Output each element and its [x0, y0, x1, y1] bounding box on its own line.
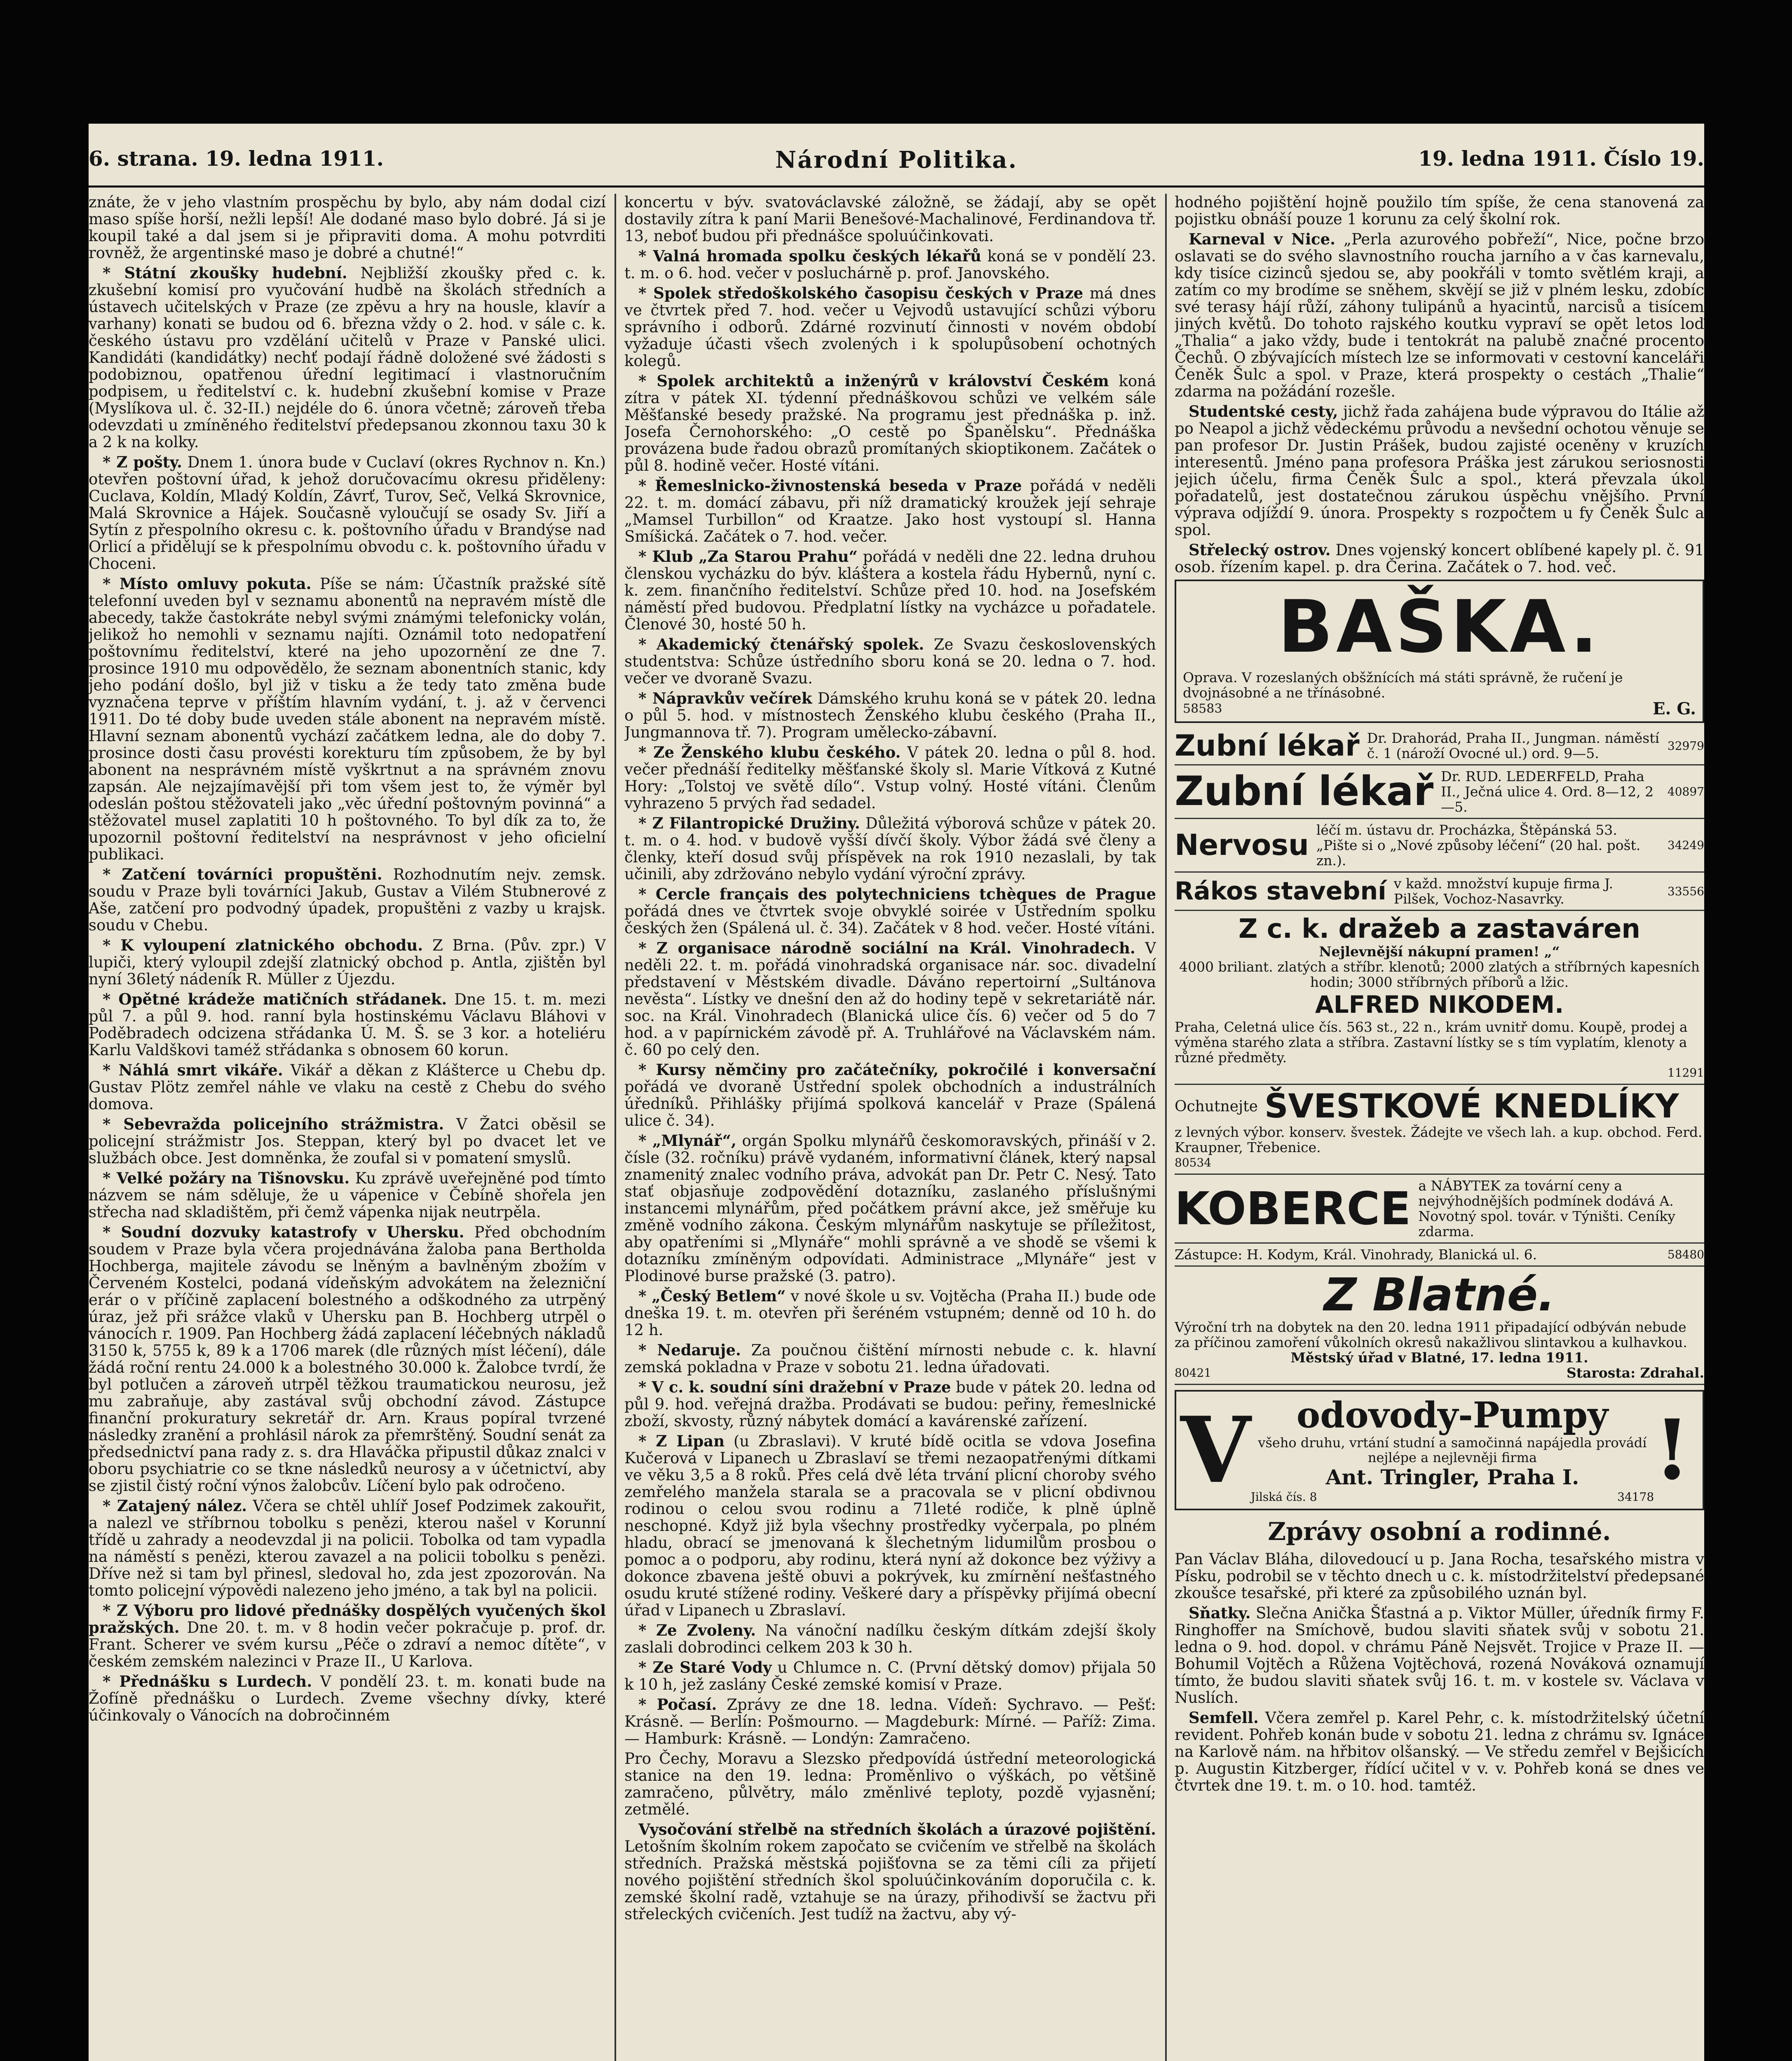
article-text: Dne 20. t. m. v 8 hodin večer pokračuje p. prof. dr. Frant. Scherer ve svém kursu „Péče o zdraví a nemoc dítěte“, v českém zemském nalezinci v Praze II., U Karlova. — [89, 1619, 606, 1670]
ad-vodovody-addr: Jilská čís. 8 — [1250, 1490, 1317, 1504]
article — [624, 194, 1156, 244]
article — [89, 1170, 606, 1221]
ad-zastavarna-name: ALFRED NIKODEM. — [1315, 991, 1564, 1019]
article — [624, 940, 1156, 1058]
article — [624, 886, 1156, 937]
article-text: Z Brna. (Pův. zpr.) V lupiči, který vyloupil zdejší zlatnický obchod p. Antla, zjištěn byl nyní 36letý nádeník R. Müller z Újezdu. — [89, 937, 606, 988]
ad-zubni-2-label: Zubní lékař — [1175, 768, 1434, 815]
article-text: Na vánoční nadílku českým dítkám zdejší školy zaslali dobrodinci celkem 203 k 30 h. — [624, 1622, 1156, 1656]
article — [624, 477, 1156, 545]
ad-vodovody-text: všeho druhu, vrtání studní a samočinná napájedla provádí nejlépe a nejlevněji firma — [1258, 1435, 1647, 1465]
ad-nervosu-num: 34249 — [1667, 838, 1704, 852]
ad-nervosu-label: Nervosu — [1175, 828, 1309, 862]
ad-baska-text: Oprava. V rozeslaných obšžnících má státi správně, že ručení je dvojnásobné a ne třínásobné. — [1183, 669, 1623, 701]
article-heading: * Náhlá smrt vikáře. — [103, 1061, 283, 1079]
article-heading: * Sebevražda policejního strážmistra. — [103, 1115, 444, 1133]
article-text: Ku zprávě uveřejněné pod tímto názvem se nám sděluje, že u vápenice v Čebíně shořela jen střecha nad skladištěm, při čemž vápenka nijak neutrpěla. — [89, 1169, 606, 1221]
ad-baska — [1175, 580, 1704, 723]
column-2-articles — [624, 194, 1156, 1923]
article — [89, 937, 606, 988]
article-heading: * Valná hromada spolku českých lékařů — [638, 247, 981, 265]
article — [1175, 194, 1704, 228]
column-1-articles — [89, 265, 606, 1724]
ad-vodovody-pumpy — [1175, 1390, 1704, 1510]
ad-vodovody-num: 34178 — [1617, 1490, 1654, 1504]
article-text: orgán Spolku mlynářů českomoravských, přináší v 2. čísle (32. ročníku) právě vydaném, informativní článek, který napsal znamenitý znalec vodního práva, advokát pan Dr. Petr C. Nesý. Tato stať objasňuje zodpovědění dotazníku, zaslaného příslušnými instancemi mlynářům, před počátkem právní akce, jež směřuje ku změně vodního zákona. Českým mlynářům naskytuje se příležitost, aby opatřeními si „Mlynáře“ mohli správně a ve shodě se všemi k dotazníku zmíněným odpovídati. Administrace „Mlynáře“ jest v Plodinové burse pražské (3. patro). — [624, 1132, 1156, 1285]
header-rule — [89, 185, 1704, 188]
article — [624, 1132, 1156, 1284]
ad-rakos-label: Rákos stavební — [1175, 876, 1386, 906]
ad-koberce-text: a NÁBYTEK za tovární ceny a nejvýhodnějších podmínek dodává A. Novotný spol. továr. v Týništi. Ceníky zdarma. — [1418, 1178, 1675, 1239]
article-text: jichž řada zahájena bude výpravou do Itálie až po Neapol a jichž vědeckému průvodu a nevšední ochotou věnuje se pan profesor Dr. Justin Prášek, budou zajisté oceněny v kruzích interesentů. Jméno pana profesora Práška jest zárukou seriosnosti jejich účelu, firma Čeněk Šulc a spol., která převzala úkol pořadatelů, jest dostatečnou zárukou úspěchu vnějšího. První výprava odjíždí 9. února. Prospekty s rozpočtem u fy Čeněk Šulc a spol. — [1175, 403, 1704, 539]
ad-rakos-text: v každ. množství kupuje firma J. Pilšek, Vochoz-Nasavrky. — [1393, 876, 1613, 907]
article-text: koná zítra v pátek XI. týdenní přednáškovou schůzi ve velkém sále Měšťanské besedy pražské. Na programu jest přednáška p. inž. Josefa Černohorského: „O cestě po Španělsku“. Přednáška provázena bude řadou obrazů promítaných skioptikonem. Začátek o půl 8. hodině večer. Hosté vítáni. — [624, 372, 1156, 474]
article-text: V pondělí 23. t. m. konati bude na Žofíně přednášku o Lurdech. Zveme všechny dívky, které účinkovaly o Vánocích na dobročinném — [89, 1673, 606, 1724]
article-text: Pro Čechy, Moravu a Slezsko předpovídá ústřední meteorologická stanice na den 19. ledna: Proměnlivo o výškách, po většině zamračeno, půlvětry, málo změnlivé teploty, pozdě vyjasnění; zetmělé. — [624, 1750, 1156, 1818]
article-heading: * Kursy němčiny pro začátečníky, pokročilé i konversační — [638, 1061, 1156, 1079]
page-header — [89, 146, 1704, 181]
article — [624, 1379, 1156, 1430]
article-heading: * „Český Betlem“ — [638, 1287, 786, 1305]
article — [624, 1061, 1156, 1129]
article — [89, 1062, 606, 1113]
article-heading: * Z Lipan — [638, 1432, 725, 1450]
column-divider — [1165, 194, 1167, 2061]
newspaper-page — [89, 124, 1704, 2061]
article-text: Dne 15. t. m. mezi půl 7. a půl 9. hod. ranní byla hostinskému Václavu Bláhovi v Poděbradech odcizena střádanka Ú. M. Š. se 3 kor. a hoteliéru Karlu Valdškovi taméž střádanka s obnosem 60 korun. — [89, 991, 606, 1059]
article-heading: Vysočování střelbě na středních školách a úrazové pojištění. — [638, 1820, 1156, 1838]
article-text: Ze Svazu československých studentstva: Schůze ústředního sboru koná se 20. ledna o 7. hod. večer ve dvoraně Svazu. — [624, 636, 1156, 687]
article-text: Slečna Anička Šťastná a p. Viktor Müller, úředník firmy F. Ringhoffer na Smíchově, budou slaviti sňatek svůj v sobotu 21. ledna o 9. hod. dopol. v chrámu Páně Nejsvět. Trojice v Praze II. — Bohumil Vojtěch a Růžena Vojtěchová, rozená Nováková oznamují tímto, že budou slaviti sňatek svůj 16. t. m. v kostele sv. Václava v Nuslích. — [1175, 1604, 1704, 1707]
article-text: pořádá v neděli 22. t. m. domácí zábavu, při níž dramatický kroužek její sehraje „Mamsel Turbillon“ od Kraatze. Jako host vystoupí sl. Hanna Smíšická. Začátek o 7. hod. večer. — [624, 477, 1156, 545]
article-heading: * Státní zkoušky hudební. — [103, 264, 347, 282]
article-heading: * Řemeslnicko-živnostenská beseda v Praze — [638, 477, 1022, 495]
article — [624, 1622, 1156, 1656]
article-heading: * Opětné krádeže matičních střádanek. — [103, 990, 447, 1008]
article-text: má dnes ve čtvrtek před 7. hod. večer u Vejvodů ustavující schůzi výboru správního i odborů. Zdárné rozvinutí činnosti v novém období vyžaduje účasti všech zvolených i k spolupůsobení ochotných kolegů. — [624, 284, 1156, 370]
article-text: V pátek 20. ledna o půl 8. hod. večer přednáší ředitelky měšťanské školy sl. Marie Vítková z Kutné Hory: „Tolstoj ve světě dílo“. Vstup volný. Hosté vítáni. Členům vyhrazeno 5 prvých řad sedadel. — [624, 744, 1156, 812]
ad-zastavarna — [1175, 911, 1704, 1085]
article-text: Letošním školním rokem započato se cvičením ve střelbě na školách středních. Pražská městská pojišťovna se za těmi cíli za přijetí nového pojištění středních škol spoluúčinkováním doporučila c. k. zemské školní radě, vztahuje se na úrazy, přihodivší se žactvu při střeleckých cvičeních. Jest tudíž na žactvu, aby vý- — [624, 1838, 1156, 1923]
column-3-articles — [1175, 194, 1704, 575]
ad-vodovody-head: odovody-Pumpy — [1296, 1394, 1609, 1436]
ad-zastavarna-line3: Praha, Celetná ulice čís. 563 st., 22 n., krám uvnitř domu. Koupě, prodej a výměna starého zlata a stříbra. Zastavní lístky se s tím vyplatím, klenoty a různé předměty. — [1175, 1019, 1688, 1066]
article — [624, 636, 1156, 687]
header-issue: 19. ledna 1911. Číslo 19. — [1418, 146, 1704, 171]
ad-koberce-num: 58480 — [1667, 1248, 1704, 1261]
article — [89, 1116, 606, 1167]
article-text: koncertu v býv. svatováclavské záložně, se žádají, aby se opět dostavily zítra k paní Marii Benešové-Machalinové, Ferdinandova tř. 13, neboť budou při přednášce spoluúčinkovati. — [624, 194, 1156, 245]
article-text: u Chlumce n. C. (První dětský domov) přijala 50 k 10 h, jež zaslány České zemské komisí v Praze. — [624, 1659, 1156, 1693]
ad-nervosu — [1175, 819, 1704, 873]
ad-zastavarna-line1: Nejlevnější nákupní pramen! „“ — [1319, 944, 1560, 960]
article-text: Zprávy ze dne 18. ledna. Vídeň: Sychravo. — Pešť: Krásně. — Berlín: Pošmourno. — Magdeburk: Mírné. — Paříž: Zima. — Hamburk: Krásně. — Londýn: Zamračeno. — [624, 1696, 1156, 1747]
article-heading: * Ze Ženského klubu českého. — [638, 743, 901, 761]
ad-zubni-2-num: 40897 — [1667, 785, 1704, 798]
article-heading: Střelecký ostrov. — [1189, 541, 1331, 559]
article-text: Nejbližší zkoušky před c. k. zkušební komisí pro vyučování hudbě na školách středních a ústavech učitelských v Praze (ze zpěvu a hry na housle, klavír a varhany) konati se budou od 6. března vždy o 2. hod. v sále c. k. českého ústavu pro vzdělání učitelů v Praze v Panské ulici. Kandidáti (kandidátky) nechť podají řádně doložené své žádosti s podobiznou, opatřenou úřední legitimací i vlastnoručním podpisem, u ředitelství c. k. hudební zkušební komise v Praze (Myslíkova ul. č. 32-II.) nejdéle do 6. února včetně; zároveň třeba odevzdati u zmíněného ředitelství předepsanou zkonnou taxu 30 k a 2 k na kolky. — [89, 264, 606, 451]
article — [624, 1288, 1156, 1338]
ad-zubni-1-label: Zubní lékař — [1175, 728, 1360, 763]
ad-vodovody-exclaim: ! — [1654, 1401, 1690, 1498]
continuation-text: znáte, že v jeho vlastním prospěchu by bylo, aby nám dodal cizí maso spíše horší, nežli lepší! Ale dodané maso bylo dobré. Já si je koupil také a dal jsem si je připraviti doma. A mohu potvrditi rovněž, že argentinské maso je dobré a chutné!“ — [89, 194, 606, 262]
article-heading: * Ze Zvoleny. — [638, 1621, 756, 1639]
article-text: Vikář a děkan z Klášterce u Chebu dp. Gustav Plötz zemřel náhle ve vlaku na cestě z Chebu do svého domova. — [89, 1061, 606, 1113]
ad-koberce-zastupce: Zástupce: H. Kodym, Král. Vinohrady, Blanická ul. 6. — [1175, 1246, 1537, 1263]
article — [624, 1696, 1156, 1747]
article-heading: Semfell. — [1189, 1709, 1259, 1727]
article-text: hodného pojištění hojně použilo tím spíše, že cena stanovená za pojistku obnáší pouze 1 korunu za celý školní rok. — [1175, 194, 1704, 228]
article — [89, 1673, 606, 1724]
column-3 — [1175, 194, 1704, 2061]
article-text: v nové škole u sv. Vojtěcha (Praha II.) bude ode dneška 19. t. m. otevřen při šeréném vstupném; denně od 10 h. do 12 h. — [624, 1287, 1156, 1339]
article-heading: * Zatajený nález. — [103, 1497, 247, 1515]
article — [624, 548, 1156, 633]
article — [1175, 1551, 1704, 1601]
article — [1175, 1709, 1704, 1794]
ad-zubni-lekar-2 — [1175, 765, 1704, 819]
article — [624, 1821, 1156, 1923]
article-heading: * Soudní dozvuky katastrofy v Uhersku. — [103, 1223, 464, 1241]
column-divider — [615, 194, 616, 2061]
ad-blatne-office: Městský úřad v Blatné, 17. ledna 1911. — [1290, 1350, 1588, 1366]
column-1 — [89, 194, 606, 2061]
ad-baska-sign: E. G. — [1653, 699, 1696, 718]
article-heading: * Zatčení továrníci propuštěni. — [103, 865, 382, 883]
article-heading: * Z Výboru pro lidové přednášky dospělých vyučených škol pražských. — [89, 1601, 606, 1636]
article — [89, 991, 606, 1059]
article — [624, 815, 1156, 883]
article-text: V neděli 22. t. m. pořádá vinohradská organisace nár. soc. divadelní představení v Městském divadle. Dáváno repertoirní „Sultánova nevěsta“. Lístky ve dnešní den až do hodiny tepě v sekretariátě nár. soc. na Král. Vinohradech (Blanická ulice čís. 6) večer od 5 do 7 hod. a v papírnickém závodě př. A. Truhlářové na Václavském nám. č. 60 po celý den. — [624, 939, 1156, 1059]
article — [89, 454, 606, 572]
ad-knedliky-label: ŠVESTKOVÉ KNEDLÍKY — [1264, 1087, 1679, 1125]
article-heading: * Ze Staré Vody — [638, 1658, 772, 1676]
ad-zubni-2-text: Dr. RUD. LEDERFELD, Praha II., Ječná ulice 4. Ord. 8—12, 2—5. — [1441, 768, 1654, 815]
ad-blatne-head: Z Blatné. — [1323, 1268, 1555, 1321]
ad-zubni-1-num: 32979 — [1667, 739, 1704, 753]
article — [89, 1498, 606, 1599]
article — [1175, 542, 1704, 575]
personal-news — [1175, 1551, 1704, 1794]
article — [624, 1433, 1156, 1619]
section-title-personal: Zprávy osobní a rodinné. — [1268, 1517, 1611, 1546]
ad-koberce — [1175, 1175, 1704, 1244]
article-heading: * Z organisace národně sociální na Král. Vinohradech. — [638, 939, 1135, 957]
article-text: pořádá ve dvoraně Ústřední spolek obchodních a industrálních úředníků. Přihlášky přijímá spolková kancelář v Praze (Spálená ulice č. 34). — [624, 1078, 1156, 1129]
article-text: Dámského kruhu koná se v pátek 20. ledna o půl 5. hod. v místnostech Ženského klubu českého (Praha II., Jungmannova tř. 7). Program umělecko-zábavní. — [624, 690, 1156, 741]
ad-rakos — [1175, 873, 1704, 911]
article-text: Dnem 1. února bude v Cuclaví (okres Rychnov n. Kn.) otevřen poštovní úřad, k jehož doručovacímu okresu přiděleny: Cuclava, Koldín, Mladý Koldín, Závrť, Turov, Seč, Velká Skrovnice, Malá Skrovnice a Hájek. Současně vyloučují se osady Sv. Jiří a Sytín z přespolního okresu c. k. poštovního úřadu v Brandýse nad Orlicí a přidělují se k přespolnímu obvodu c. k. poštovního úřadu v Choceni. — [89, 453, 606, 573]
column-2 — [624, 194, 1156, 2061]
ad-koberce-label: KOBERCE — [1175, 1182, 1411, 1235]
header-page-date: 6. strana. 19. ledna 1911. — [89, 146, 384, 171]
article — [624, 285, 1156, 369]
article — [1175, 231, 1704, 400]
article — [624, 1750, 1156, 1818]
article-heading: Karneval v Nice. — [1189, 230, 1335, 248]
article-text: Dnes vojenský koncert oblíbené kapely pl. č. 91 osob. řízením kapel. p. dra Čerina. Začátek o 7. hod. več. — [1175, 541, 1704, 576]
article-heading: * Velké požáry na Tišnovsku. — [103, 1169, 350, 1187]
ad-zastavarna-num: 11291 — [1667, 1066, 1704, 1080]
masthead-title: Národní Politika. — [775, 146, 1018, 174]
article — [1175, 403, 1704, 538]
article-heading: * Cercle français des polytechniciens tchèques de Prague — [638, 885, 1156, 903]
article-text: Rozhodnutím nejv. zemsk. soudu v Praze byli továrníci Jakub, Gustav a Vilém Stubnerové z Aše, zatčení pro podvodný úpadek, propuštěni z vazby u krajsk. soudu v Chebu. — [89, 866, 606, 934]
article — [1175, 1605, 1704, 1706]
article-heading: * Místo omluvy pokuta. — [103, 575, 312, 593]
ad-z-blatne — [1175, 1267, 1704, 1385]
article-text: Před obchodním soudem v Praze byla včera projednávána žaloba pana Bertholda Hochberga, majitele závodu se lněným a bavlněným zbožím v Červeném Kostelci, podaná vídeňským advokátem na železniční erár o v příčině zaplacení bolestného a odškodného za utrpěný úraz, jež při srážce vlaků v Uhersku pan B. Hochberg utrpěl o vánocích r. 1909. Pan Hochberg žádá zaplacení léčebných nákladů 3150 k, 5755 k, 89 k a 1706 marek (dle různých míst léčení), dále žádá roční rentu 24.000 k a bolestného 30.000 k. Žalobce tvrdí, že byl potlučen a zároveň utrpěl těžkou traumatickou neurosu, jež mu zabraňuje, aby zastával svůj obchodní závod. Zástupce finanční prokuratury sekretář dr. Arn. Kraus popíral tvrzené následky zranění a prohlásil nárok za přemrštěný. Soudní senát za předsednictví pana rady z. s. dra Hlaváčka připustil důkaz znalci v oboru psychiatrie co se tkne následků neurosy a v účetnictví, aby se zjistil čistý roční výnos žalobcův. Líčení bylo pak odročeno. — [89, 1223, 606, 1495]
article-heading: Studentské cesty, — [1189, 402, 1338, 420]
ad-knedliky-text: z levných výbor. konserv. švestek. Žádejte ve všech lah. a kup. obchod. Ferd. Kraupner, Třebenice. — [1175, 1124, 1703, 1155]
article-heading: * Spolek architektů a inženýrů v království Českém — [638, 372, 1109, 390]
article-text: Včera se chtěl uhlíř Josef Podzimek zakouřit, a nalezl ve stříbrnou tobolku s penězi, kterou našel v Korunní třídě u zahrady a neodevzdal ji na policii. Tobolka od tam vypadla na náměstí s penězi, kterou zavazel a na policii tobolku s penězi. Dříve než si tam byl přinesl, sledoval ho, zda jest zpozorován. Na tomto policejní výpovědi nalezeno jeho jméno, a tak byl na policii. — [89, 1497, 606, 1599]
article — [624, 690, 1156, 741]
article — [89, 866, 606, 934]
ad-zastavarna-head: Z c. k. dražeb a zastaváren — [1238, 914, 1640, 944]
ad-baska-brand: BAŠKA. — [1278, 585, 1601, 669]
article-text: pořádá dnes ve čtvrtek svoje obvyklé soirée v Ústředním spolku českých žen (Spálená ul. č. 34). Začátek v 8 hod. večer. Hosté vítáni. — [624, 902, 1156, 937]
article — [624, 744, 1156, 812]
article — [89, 265, 606, 451]
article — [624, 248, 1156, 282]
article-heading: * Akademický čtenářský spolek. — [638, 635, 924, 653]
article-text: (u Zbraslavi). V kruté bídě ocitla se vdova Josefina Kučerová v Lipanech u Zbraslaví se třemi nezaopatřenými dítkami ve věku 3,5 a 8 roků. Přes celá dvě léta trvání plicní choroby svého zemřelého manžela starala se a pracovala se v plicní obdivnou rodinou o celou svou rodinu a 71leté rodiče, k plně úplně neschopné. Když již byla všechny prostředky vyčerpala, po plném hladu, obrací se jmenovaná k šlechetným lidumilům prosbou o pomoc a o podporu, aby rodinu, která nyní až dokonce bez výživy a dokonce zbavena ještě obuvi a pokrývek, ku zmírnění nešťastného osudu kruté stížené rodiny. Veškeré dary a příspěvky přijímá obecní úřad v Lipanech u Zbraslaví. — [624, 1432, 1156, 1619]
article-text: Pan Václav Bláha, dilovedoucí u p. Jana Rocha, tesařského mistra v Písku, podrobil se v těchto dnech u c. k. místodržitelství předepsané zkoušce tesařské, při které za způsobilého uznán byl. — [1175, 1550, 1704, 1602]
article-heading: * Z Filantropické Družiny. — [638, 814, 860, 832]
article-text: V Žatci oběsil se policejní strážmistr Jos. Steppan, který byl po dvacet let ve službách obce. Jest domněnka, že zoufal si v pomatení smyslů. — [89, 1115, 606, 1167]
article — [624, 1342, 1156, 1376]
article-heading: Sňatky. — [1189, 1604, 1251, 1622]
ad-knedliky-pre: Ochutnejte — [1175, 1098, 1258, 1115]
ad-blatne-starosta: Starosta: Zdrahal. — [1566, 1365, 1704, 1381]
ad-knedliky — [1175, 1085, 1704, 1175]
ad-nervosu-text: léčí m. ústavu dr. Procházka, Štěpánská 53. „Pište si o „Nové způsoby léčení“ (20 hal. pošt. zn.). — [1316, 822, 1641, 869]
article-text: Za poučnou čištění mírnosti nebude c. k. hlavní zemská pokladna v Praze v sobotu 21. ledna úřadovati. — [624, 1341, 1156, 1376]
article — [89, 1224, 606, 1494]
article-text: koná se v pondělí 23. t. m. o 6. hod. večer v posluchárně p. prof. Janovského. — [624, 247, 1156, 282]
ad-zubni-1-text: Dr. Drahorád, Praha II., Jungman. náměstí č. 1 (nároží Ovocné ul.) ord. 9—5. — [1367, 730, 1660, 761]
article-heading: * K vyloupení zlatnického obchodu. — [103, 936, 423, 954]
article — [624, 1659, 1156, 1693]
article-heading: * Přednášku s Lurdech. — [103, 1672, 312, 1690]
article-text: Včera zemřel p. Karel Pehr, c. k. místodržitelský účetní revident. Pohřeb konán bude v sobotu 21. ledna z chrámu sv. Ignáce na Karlově nám. na hřbitov olšanský. — Ve středu zemřel v Bejšicích p. Augustin Kitzberger, řídící učitel v v. v. Pohřeb koná se dnes ve čtvrtek dne 19. t. m. o 10. hod. tamtéž. — [1175, 1709, 1704, 1794]
article-heading: * Spolek středoškolského časopisu českých v Praze — [638, 284, 1084, 302]
ad-vodovody-firm: Ant. Tringler, Praha I. — [1325, 1465, 1579, 1489]
ad-blatne-text: Výroční trh na dobytek na den 20. ledna 1911 připadající odbýván nebude za příčinou zamoření vůkolních okresů nakažlivou slintavkou a kulhavkou. — [1175, 1319, 1687, 1350]
ad-rakos-num: 33556 — [1667, 884, 1704, 898]
article-heading: * Z pošty. — [103, 453, 182, 471]
article-text: bude v pátek 20. ledna od půl 9. hod. veřejná dražba. Prodávati se budou: peřiny, řemeslnické zboží, skvosty, různý nábytek domácí a kavárenské zařízení. — [624, 1378, 1156, 1430]
ad-zubni-lekar-1 — [1175, 727, 1704, 765]
article — [89, 575, 606, 863]
article-text: pořádá v neděli dne 22. ledna druhou členskou vycházku do býv. kláštera a kostela řádu Hybernů, nyní c. k. zem. finančního ředitelství. Schůze před 10. hod. na Josefském náměstí před budovou. Předplatní lístky na vycházce u pořadatele. Členové 30, hosté 50 h. — [624, 548, 1156, 633]
article-heading: * Nedaruje. — [638, 1341, 741, 1359]
ad-vodovody-initial: V — [1180, 1397, 1251, 1503]
ad-blatne-num: 80421 — [1175, 1366, 1212, 1380]
ad-knedliky-num: 80534 — [1175, 1156, 1212, 1169]
article — [89, 1602, 606, 1670]
article-heading: * Nápravkův večírek — [638, 689, 812, 707]
article-heading: * V c. k. soudní síni dražební v Praze — [638, 1378, 951, 1396]
ad-baska-num: 58583 — [1183, 702, 1222, 716]
article — [624, 373, 1156, 474]
ad-zastavarna-line2: 4000 briliant. zlatých a stříbr. klenotů; 2000 zlatých a stříbrných kapesních hodin; 3000 stříbrných příborů a lžic. — [1179, 959, 1700, 990]
article-heading: * Počasí. — [638, 1695, 717, 1714]
article-text: „Perla azurového pobřeží“, Nice, počne brzo oslavati se do svého slavnostního roucha jarního a v čas karnevalu, kdy tisíce cizinců sjedou se, aby pookřáli v tomto světlém kraji, a zatím co my brodíme se sněhem, skvějí se již v plném lesku, zdobíc své terasy hájí růží, záhony tulipánů a hyacintů, narcisů a tisícem jiných květů. Do tohoto rajského koutku vypraví se opět letos loď „Thalia“ a jako vždy, bude i tentokrát na palubě značné procento Čechů. O zbývajících místech lze se informovati v cestovní kanceláři Čeněk Šulc a spol. v Praze, která prospekty o cestách „Thalie“ zdarma na požádání rozešle. — [1175, 230, 1704, 400]
article-text: Píše se nám: Účastník pražské sítě telefonní uveden byl v seznamu abonentů na nepravém místě dle abecedy, takže častokráte nebyl svými známými telefonicky volán, jelikož ho nemohli v seznamu najíti. Oznámil toto nedopatření poštovnímu ředitelství, které na jeho upozornění ze dne 7. prosince 1910 mu odpovědělo, že seznam abonentních stanic, kdy jeho podání došlo, byl již v tisku a že tedy tato změna bude vyznačena teprve v příštím hlavním vydání, t. j. až v červenci 1911. Do té doby bude uveden stále abonent na nepravém místě. Hlavní seznam abonentů vychází začátkem ledna, ale do doby 7. prosince dosti času provésti korekturu tím způsobem, že by byl abonent na nesprávném místě vyškrtnut a na správném znovu zapsán. Ale nejzajímavější při tom všem jest to, že výměr byl odeslán poštou stěžovateli jako „věc úřední poštovným povinná“ a stěžovatel musel zaplatiti 10 h poštovného. To byl dík za to, že upozornil poštovní ředitelství na nesprávnost v jeho oficielní publikaci. — [89, 575, 606, 863]
article-text: Důležitá výborová schůze v pátek 20. t. m. o 4. hod. v budově vyšší dívčí školy. Výbor žádá své členy a členky, kteří dosud svůj příspěvek na rok 1910 nezaslali, by tak učinili, aby zdržováno nebylo vydání výroční zprávy. — [624, 815, 1156, 883]
article-heading: * Klub „Za Starou Prahu“ — [638, 547, 858, 566]
article-heading: * „Mlynář“, — [638, 1131, 737, 1150]
